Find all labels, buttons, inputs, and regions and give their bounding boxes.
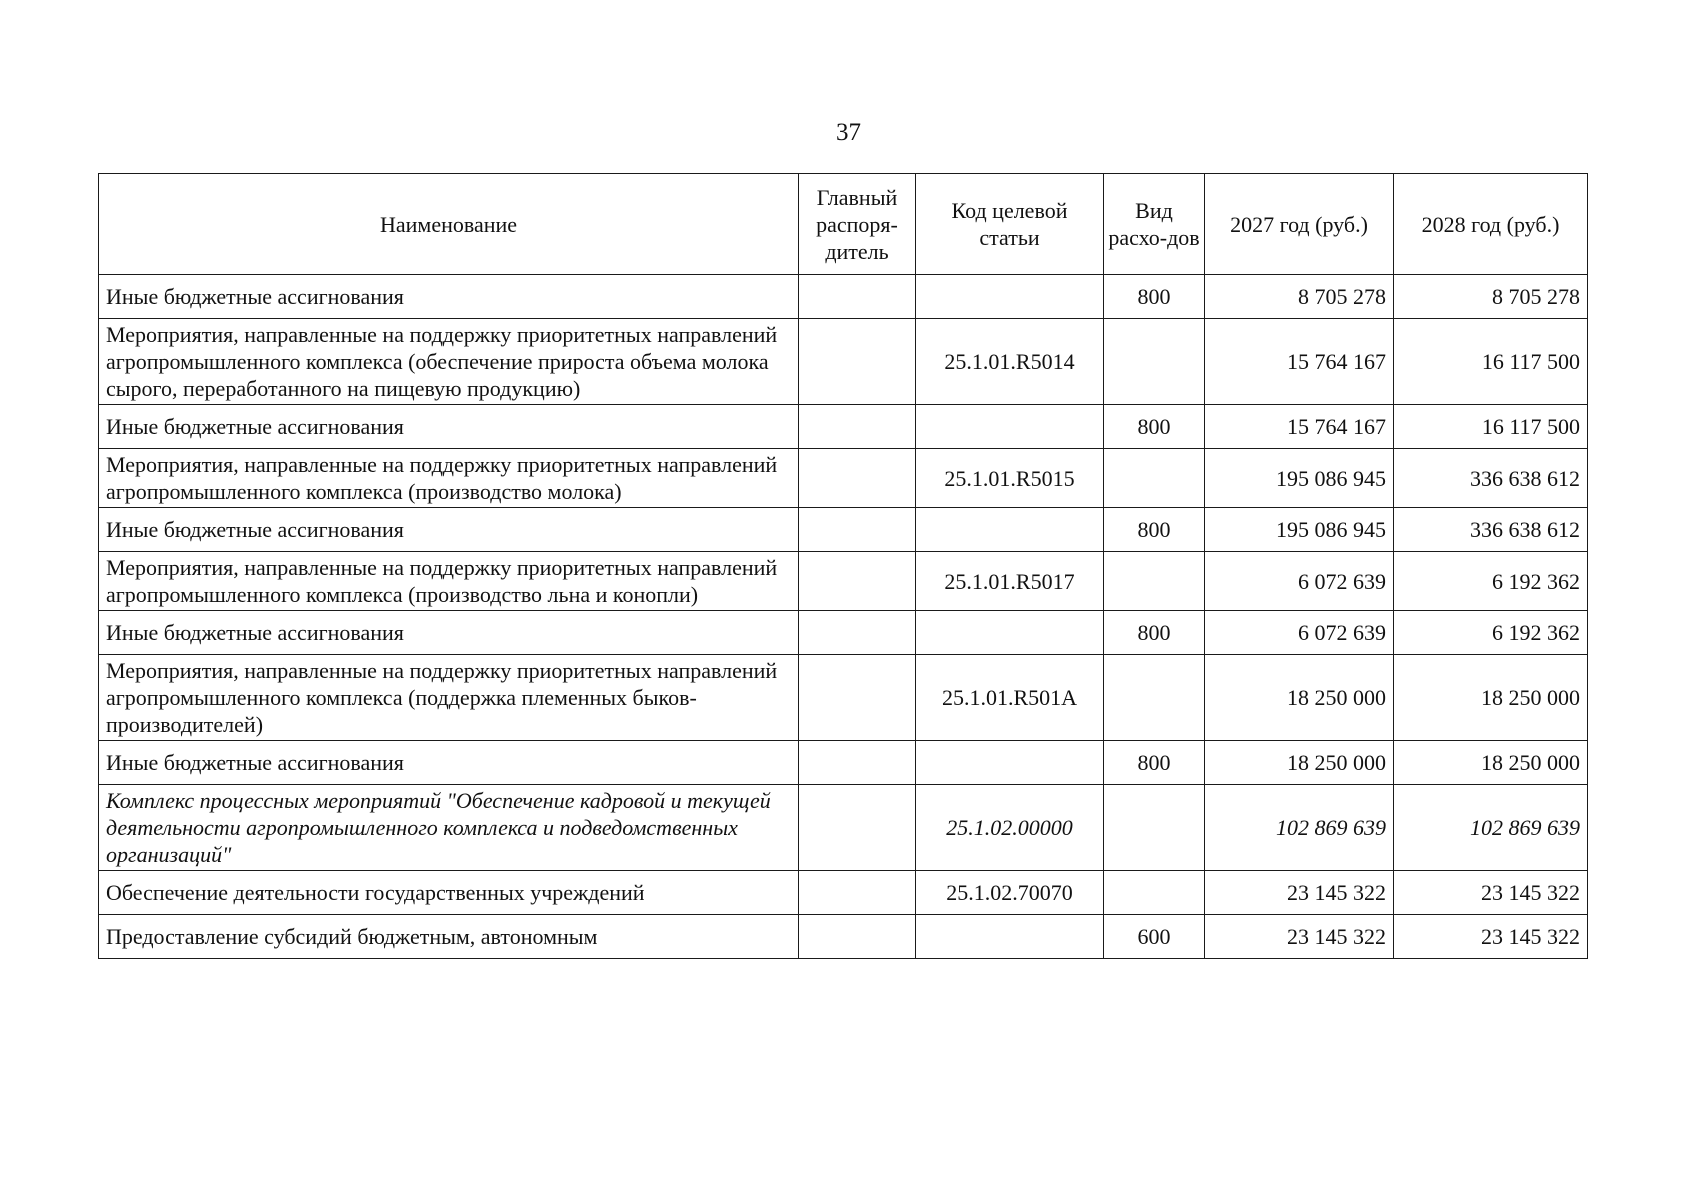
cell-admin [799,611,916,655]
cell-admin [799,552,916,611]
cell-type [1104,871,1205,915]
cell-name: Предоставление субсидий бюджетным, автономным [99,915,799,959]
cell-code [916,915,1104,959]
table-row [99,655,1588,741]
header-code: Код целевой статьи [916,174,1104,275]
table-row [99,785,1588,871]
table-row [99,915,1588,959]
cell-type [1104,655,1205,741]
cell-type: 800 [1104,611,1205,655]
cell-name: Иные бюджетные ассигнования [99,405,799,449]
table-row [99,405,1588,449]
table-row [99,319,1588,405]
cell-admin [799,275,916,319]
cell-code [916,611,1104,655]
cell-name: Мероприятия, направленные на поддержку приоритетных направлений агропромышленного комплекса (поддержка племенных быков-производителей) [99,655,799,741]
header-row [99,174,1588,275]
cell-code [916,741,1104,785]
cell-admin [799,405,916,449]
page-number: 37 [836,119,861,146]
cell-name: Мероприятия, направленные на поддержку приоритетных направлений агропромышленного комплекса (производство молока) [99,449,799,508]
cell-name: Мероприятия, направленные на поддержку приоритетных направлений агропромышленного комплекса (производство льна и конопли) [99,552,799,611]
cell-admin [799,785,916,871]
table-row [99,508,1588,552]
cell-y2027: 6 072 639 [1205,552,1394,611]
table-row [99,741,1588,785]
cell-y2028: 16 117 500 [1394,319,1588,405]
cell-y2028: 23 145 322 [1394,915,1588,959]
cell-y2028: 336 638 612 [1394,449,1588,508]
cell-y2028: 102 869 639 [1394,785,1588,871]
header-name: Наименование [99,174,799,275]
cell-code: 25.1.01.R5014 [916,319,1104,405]
cell-type: 800 [1104,405,1205,449]
table-row [99,449,1588,508]
cell-type: 800 [1104,508,1205,552]
cell-admin [799,508,916,552]
cell-code [916,405,1104,449]
cell-type [1104,449,1205,508]
table-row [99,871,1588,915]
cell-type: 800 [1104,741,1205,785]
header-admin: Главный распоря-дитель [799,174,916,275]
cell-y2028: 6 192 362 [1394,611,1588,655]
table-row [99,275,1588,319]
header-type: Вид расхо-дов [1104,174,1205,275]
cell-type [1104,552,1205,611]
cell-y2027: 23 145 322 [1205,871,1394,915]
budget-table [98,173,1588,959]
cell-type: 600 [1104,915,1205,959]
cell-admin [799,871,916,915]
cell-y2027: 195 086 945 [1205,449,1394,508]
cell-y2027: 18 250 000 [1205,741,1394,785]
cell-admin [799,915,916,959]
cell-y2028: 18 250 000 [1394,741,1588,785]
table-body [99,275,1588,959]
cell-code: 25.1.02.00000 [916,785,1104,871]
cell-name: Обеспечение деятельности государственных учреждений [99,871,799,915]
header-2027: 2027 год (руб.) [1205,174,1394,275]
cell-type [1104,785,1205,871]
cell-code [916,508,1104,552]
cell-y2028: 18 250 000 [1394,655,1588,741]
cell-code: 25.1.02.70070 [916,871,1104,915]
cell-y2027: 15 764 167 [1205,405,1394,449]
cell-y2027: 6 072 639 [1205,611,1394,655]
cell-y2027: 18 250 000 [1205,655,1394,741]
cell-y2028: 23 145 322 [1394,871,1588,915]
table-row [99,611,1588,655]
cell-admin [799,449,916,508]
cell-y2028: 6 192 362 [1394,552,1588,611]
cell-name: Комплекс процессных мероприятий "Обеспечение кадровой и текущей деятельности агропромышленного комплекса и подведомственных организаций" [99,785,799,871]
cell-y2027: 195 086 945 [1205,508,1394,552]
cell-code: 25.1.01.R5015 [916,449,1104,508]
cell-y2028: 16 117 500 [1394,405,1588,449]
cell-type [1104,319,1205,405]
table-row [99,552,1588,611]
cell-y2028: 8 705 278 [1394,275,1588,319]
cell-code [916,275,1104,319]
cell-y2027: 23 145 322 [1205,915,1394,959]
cell-y2027: 102 869 639 [1205,785,1394,871]
header-2028: 2028 год (руб.) [1394,174,1588,275]
cell-name: Иные бюджетные ассигнования [99,611,799,655]
cell-code: 25.1.01.R501A [916,655,1104,741]
cell-code: 25.1.01.R5017 [916,552,1104,611]
cell-y2027: 15 764 167 [1205,319,1394,405]
cell-y2028: 336 638 612 [1394,508,1588,552]
cell-type: 800 [1104,275,1205,319]
cell-y2027: 8 705 278 [1205,275,1394,319]
cell-name: Иные бюджетные ассигнования [99,741,799,785]
cell-name: Иные бюджетные ассигнования [99,508,799,552]
cell-admin [799,319,916,405]
table-header [99,174,1588,275]
cell-admin [799,741,916,785]
cell-name: Иные бюджетные ассигнования [99,275,799,319]
cell-admin [799,655,916,741]
cell-name: Мероприятия, направленные на поддержку приоритетных направлений агропромышленного комплекса (обеспечение прироста объема молока сырого, переработанного на пищевую продукцию) [99,319,799,405]
